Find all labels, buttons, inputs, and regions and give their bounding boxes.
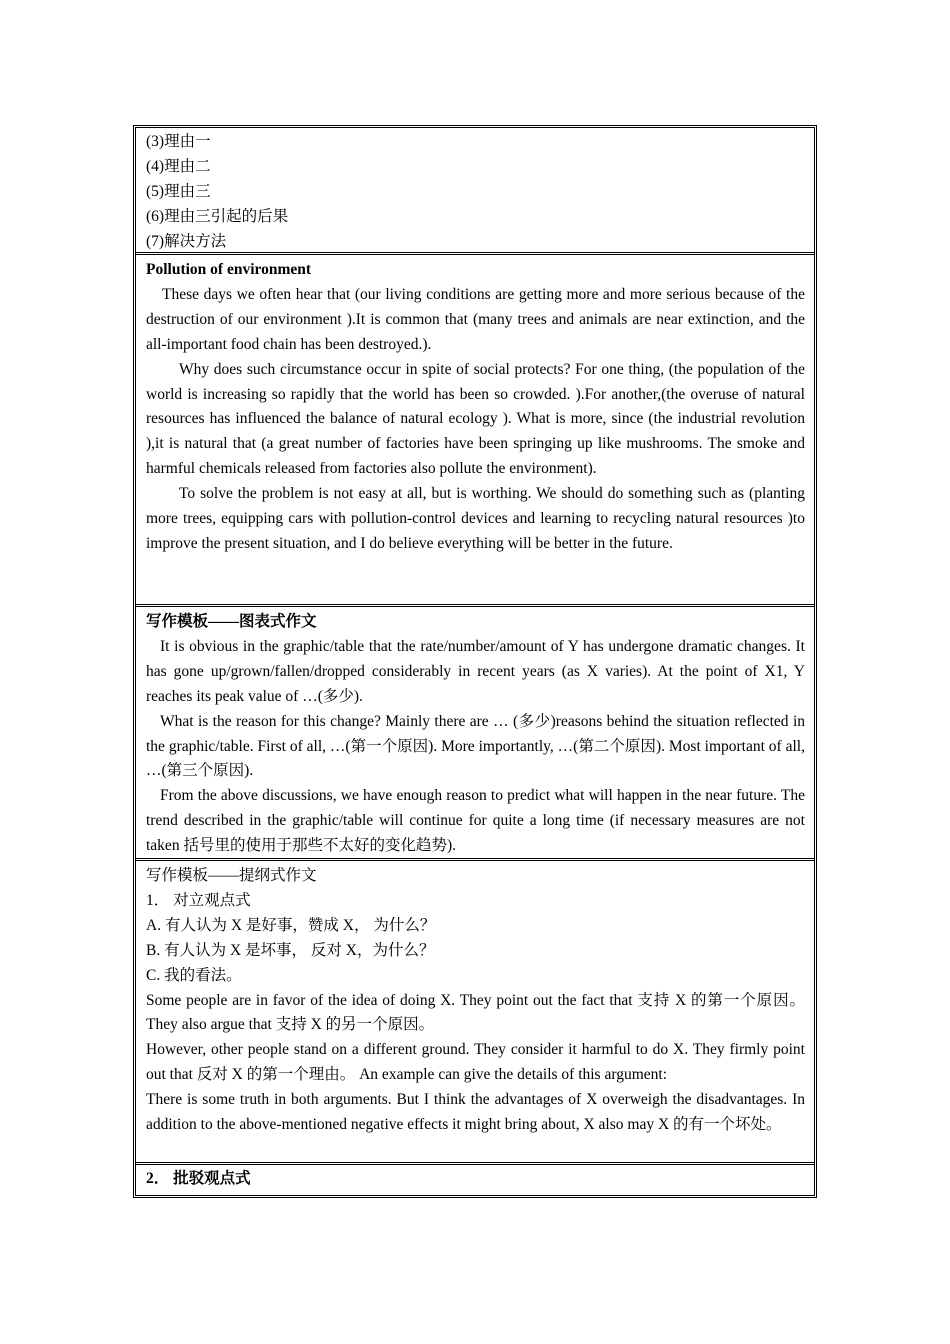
graph-template-paragraph: It is obvious in the graphic/table that the rate/number/amount of Y has undergone dramatic changes. It has gone up/grown/fallen/dropped considerably in recent years (as X varies). At the point of X1, Y reaches its peak value of …(多少). [146, 637, 805, 705]
outline-template-title: 写作模板——提纲式作文 [146, 867, 317, 884]
outline-template-section: 1． 对立观点式 [146, 891, 251, 909]
outline-template-paragraph: However, other people stand on a different ground. They consider it harmful to do X. They firmly point out that 反对 X 的第一个理由。 An example can give the details of this argument: [146, 1041, 805, 1084]
outline-item: (6)理由三引起的后果 [146, 207, 289, 225]
pollution-paragraph: Why does such circumstance occur in spite of social protects? For one thing, (the population of the world is increasing so rapidly that the world has been so crowded. ).For another,(the overuse of natural resources has influenced the balance of natural ecology ). What is more, since (the industrial revolution ),it is natural that (a great number of factories have been springing up like mushrooms. The smoke and harmful chemicals released from factories also pollute the environment). [146, 360, 805, 478]
graph-template-cell [136, 607, 814, 861]
pollution-paragraph: To solve the problem is not easy at all, but is worthing. We should do something such as (planting more trees, equipping cars with pollution-control devices and learning to recycling natural resources )to improve the present situation, and I do believe everything will be better in the future. [146, 485, 805, 552]
outline-template-point: C. 我的看法。 [146, 966, 242, 984]
graph-template-paragraph: What is the reason for this change? Mainly there are … (多少)reasons behind the situation reflected in the graphic/table. First of all, …(第一个原因). More importantly, …(第二个原因). Most important of all, …(第三个原因). [146, 712, 805, 780]
outline-template-point: B. 有人认为 X 是坏事， 反对 X，为什么？ [146, 941, 435, 959]
refute-section-title: 2． 批驳观点式 [146, 1170, 251, 1187]
pollution-essay-cell [136, 255, 814, 607]
outline-template-paragraph: Some people are in favor of the idea of doing X. They point out the fact that 支持 X 的第一个原因。They also argue that 支持 X 的另一个原因。 [146, 991, 805, 1034]
graph-template-paragraph: From the above discussions, we have enough reason to predict what will happen in the near future. The trend described in the graphic/table will continue for quite a long time (if necessary measures are not taken 括号里的使用于那些不太好的变化趋势). [146, 787, 805, 855]
outline-item: (5)理由三 [146, 182, 211, 200]
refute-section-cell [136, 1165, 814, 1195]
outline-item: (3)理由一 [146, 133, 211, 150]
outline-items-cell [136, 128, 814, 255]
pollution-paragraph: These days we often hear that (our living conditions are getting more and more serious because of the destruction of our environment ).It is common that (many trees and animals are near extinction, and the all-important food chain has been destroyed.). [146, 285, 805, 353]
outline-template-paragraph: There is some truth in both arguments. But I think the advantages of X overweigh the disadvantages. In addition to the above-mentioned negative effects it might bring about, X also may X 的有一个坏处。 [146, 1091, 805, 1134]
outline-template-cell [136, 861, 814, 1165]
outline-item: (7)解决方法 [146, 232, 227, 250]
outline-template-point: A. 有人认为 X 是好事，赞成 X， 为什么？ [146, 916, 436, 934]
outline-item: (4)理由二 [146, 157, 211, 175]
pollution-essay-title: Pollution of environment [146, 261, 312, 278]
document-table [133, 125, 817, 1198]
graph-template-title: 写作模板——图表式作文 [146, 613, 317, 630]
